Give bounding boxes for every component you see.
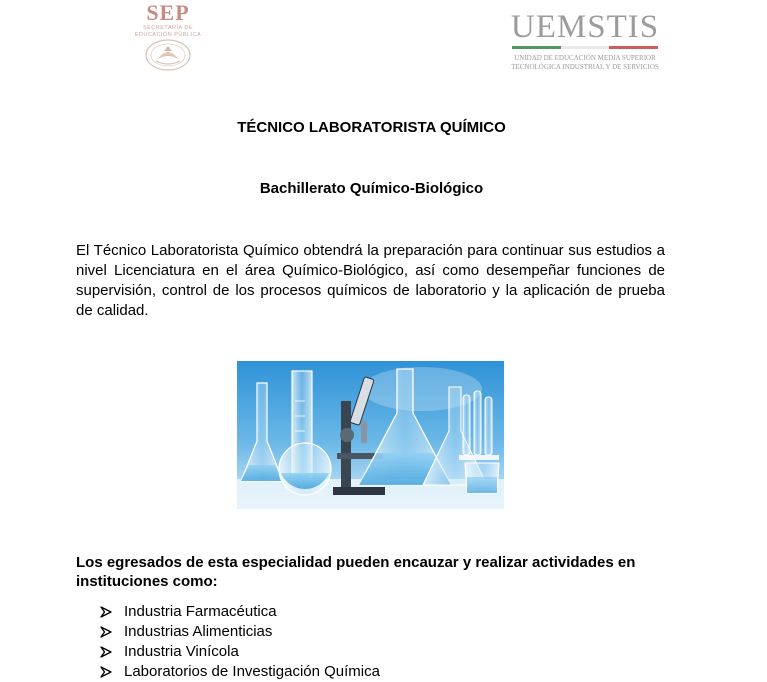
flag-red-stripe	[609, 46, 658, 49]
list-item-label: Industria Farmacéutica	[124, 603, 277, 620]
flag-green-stripe	[512, 46, 561, 49]
list-item-label: Industrias Alimenticias	[124, 623, 273, 640]
uemstis-flag-bar	[512, 46, 658, 49]
arrow-bullet-icon	[100, 646, 124, 658]
arrow-bullet-icon	[100, 606, 124, 618]
uemstis-logo-subtitle	[500, 54, 670, 72]
description-paragraph: El Técnico Laboratorista Químico obtendrá la preparación para continuar sus estudios a nivel Licenciatura en el área Químico-Biológico, así como desempeñar funciones de supervisión, control de los procesos químicos de laboratorio y la aplicación de prueba de calidad.	[76, 242, 665, 319]
page-title: TÉCNICO LABORATORISTA QUÍMICO	[237, 119, 506, 136]
graduates-lead-text: Los egresados de esta especialidad pueden encauzar y realizar actividades en instituciones como:	[76, 554, 636, 590]
uemstis-logo	[500, 10, 670, 76]
uemstis-subtitle-1: UNIDAD DE EDUCACIÓN MEDIA SUPERIOR	[514, 54, 656, 62]
sep-logo-subtitle-1: SECRETARÍA DE	[142, 25, 194, 31]
laboratory-glassware-photo	[237, 361, 504, 509]
list-item-label: Industria Vinícola	[124, 643, 239, 660]
eagle-seal-icon	[144, 39, 192, 71]
list-item	[100, 602, 380, 622]
flag-white-stripe	[561, 46, 609, 49]
sep-logo	[118, 2, 218, 72]
institutions-list	[100, 602, 380, 682]
list-item	[100, 662, 380, 682]
list-item	[100, 622, 380, 642]
uemstis-subtitle-2: TECNOLÓGICA INDUSTRIAL Y DE SERVICIOS	[511, 63, 659, 71]
sep-logo-subtitle-2: EDUCACIÓN PÚBLICA	[134, 32, 202, 38]
arrow-bullet-icon	[100, 666, 124, 678]
list-item-label: Laboratorios de Investigación Química	[124, 663, 380, 680]
page-subtitle: Bachillerato Químico-Biológico	[259, 180, 484, 197]
sep-logo-name: SEP	[146, 0, 190, 25]
uemstis-logo-name: UEMSTIS	[510, 9, 660, 45]
arrow-bullet-icon	[100, 626, 124, 638]
list-item	[100, 642, 380, 662]
